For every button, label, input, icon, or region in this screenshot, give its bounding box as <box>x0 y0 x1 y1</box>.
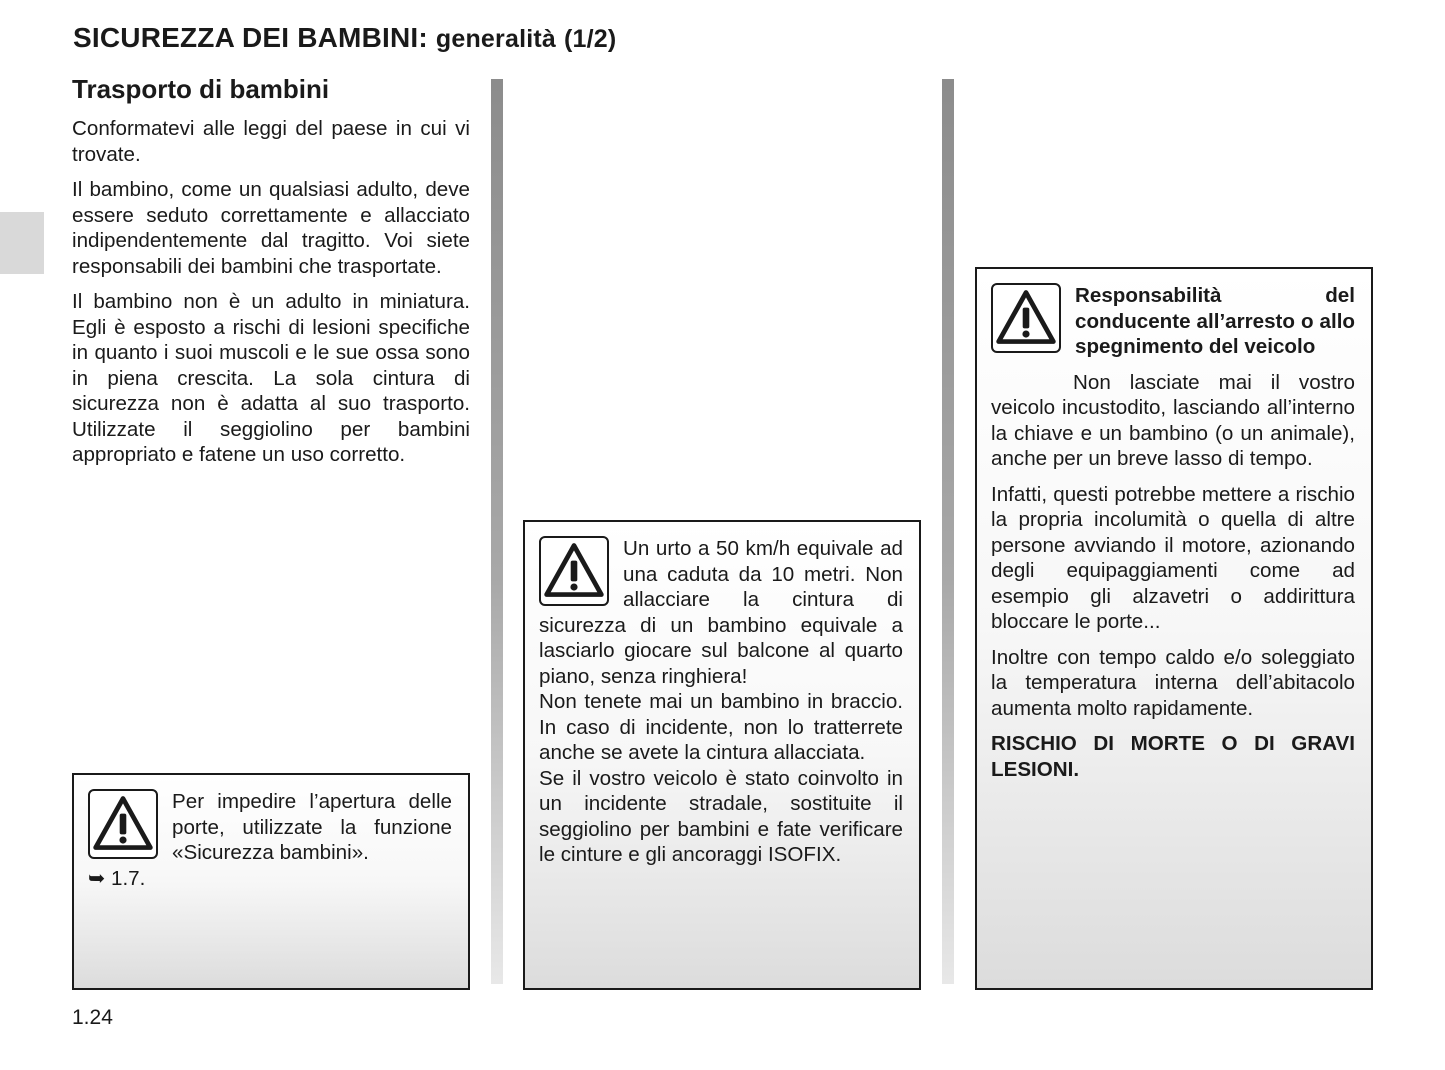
page-title <box>73 22 616 54</box>
warning-box-impact <box>523 520 921 990</box>
page-title-part: (1/2) <box>563 25 617 53</box>
page-reference[interactable]: 1.7. <box>111 866 146 890</box>
responsibility-paragraph-1: Non lasciate mai il vostro veicolo incustodito, lasciando all’interno la chiave e un bambino (o un animale), anche per un breve lasso di tempo. <box>991 370 1355 470</box>
responsibility-paragraph-3: Inoltre con tempo caldo e/o soleggiato la temperatura interna dell’abitacolo aumenta molto rapidamente. <box>991 645 1355 720</box>
responsibility-title: Responsabilità del conducente all’arresto o allo spegnimento del veicolo <box>1075 284 1355 358</box>
warning-triangle-icon <box>88 789 158 859</box>
column-separator-left <box>491 79 503 984</box>
paragraph-seated: Il bambino, come un qualsiasi adulto, deve essere seduto correttamente e allacciato indipendentemente dal tragitto. Voi siete responsabili dei bambini che trasportate. <box>72 178 470 278</box>
chapter-tab-marker <box>0 212 44 274</box>
page-title-sub: generalità <box>435 25 556 53</box>
page-title-main: SICUREZZA DEI BAMBINI: <box>73 22 428 53</box>
child-lock-text: Per impedire l’apertura delle porte, utilizzate la funzione «Sicurezza bambini». ➥ 1.7. <box>88 790 452 890</box>
warning-box-child-lock <box>72 773 470 990</box>
risk-of-death-warning: RISCHIO DI MORTE O DI GRAVI LESIONI. <box>991 732 1355 781</box>
section-heading: Trasporto di bambini <box>72 74 330 104</box>
impact-text: Un urto a 50 km/h equivale ad una caduta da 10 metri. Non allacciare la cintura di sicurezza di un bambino equivale a lasciarlo giocare sul balcone al quarto piano, senza ringhiera! Non tenete mai un bambino in braccio. In caso di incidente, non lo tratterrete anche se avete la cintura allacciata. Se il vostro veicolo è stato coinvolto in un incidente stradale, sostituite il seggiolino per bambini e fate verificare le cinture e gli ancoraggi ISOFIX. <box>539 537 903 866</box>
responsibility-paragraph-2: Infatti, questi potrebbe mettere a rischio la propria incolumità o quella di altre persone avviando il motore, azionando degli equipaggiamenti come ad esempio gli alzavetri o addirittura bloccare le porte... <box>991 482 1355 633</box>
paragraph-laws: Conformatevi alle leggi del paese in cui vi trovate. <box>72 117 470 166</box>
warning-triangle-icon <box>539 536 609 606</box>
warning-triangle-icon <box>991 283 1061 353</box>
warning-box-driver-responsibility <box>975 267 1373 990</box>
left-body-text <box>72 116 470 478</box>
page-number: 1.24 <box>72 1006 113 1029</box>
reference-arrow-icon: ➥ <box>88 866 106 890</box>
column-separator-right <box>942 79 954 984</box>
paragraph-not-adult: Il bambino non è un adulto in miniatura. Egli è esposto a rischi di lesioni specifiche in quanto i suoi muscoli e le sue ossa sono in piena crescita. La sola cintura di sicurezza non è adatta al suo trasporto. Utilizzate il seggiolino per bambini appropriato e fatene un uso corretto. <box>72 290 470 466</box>
